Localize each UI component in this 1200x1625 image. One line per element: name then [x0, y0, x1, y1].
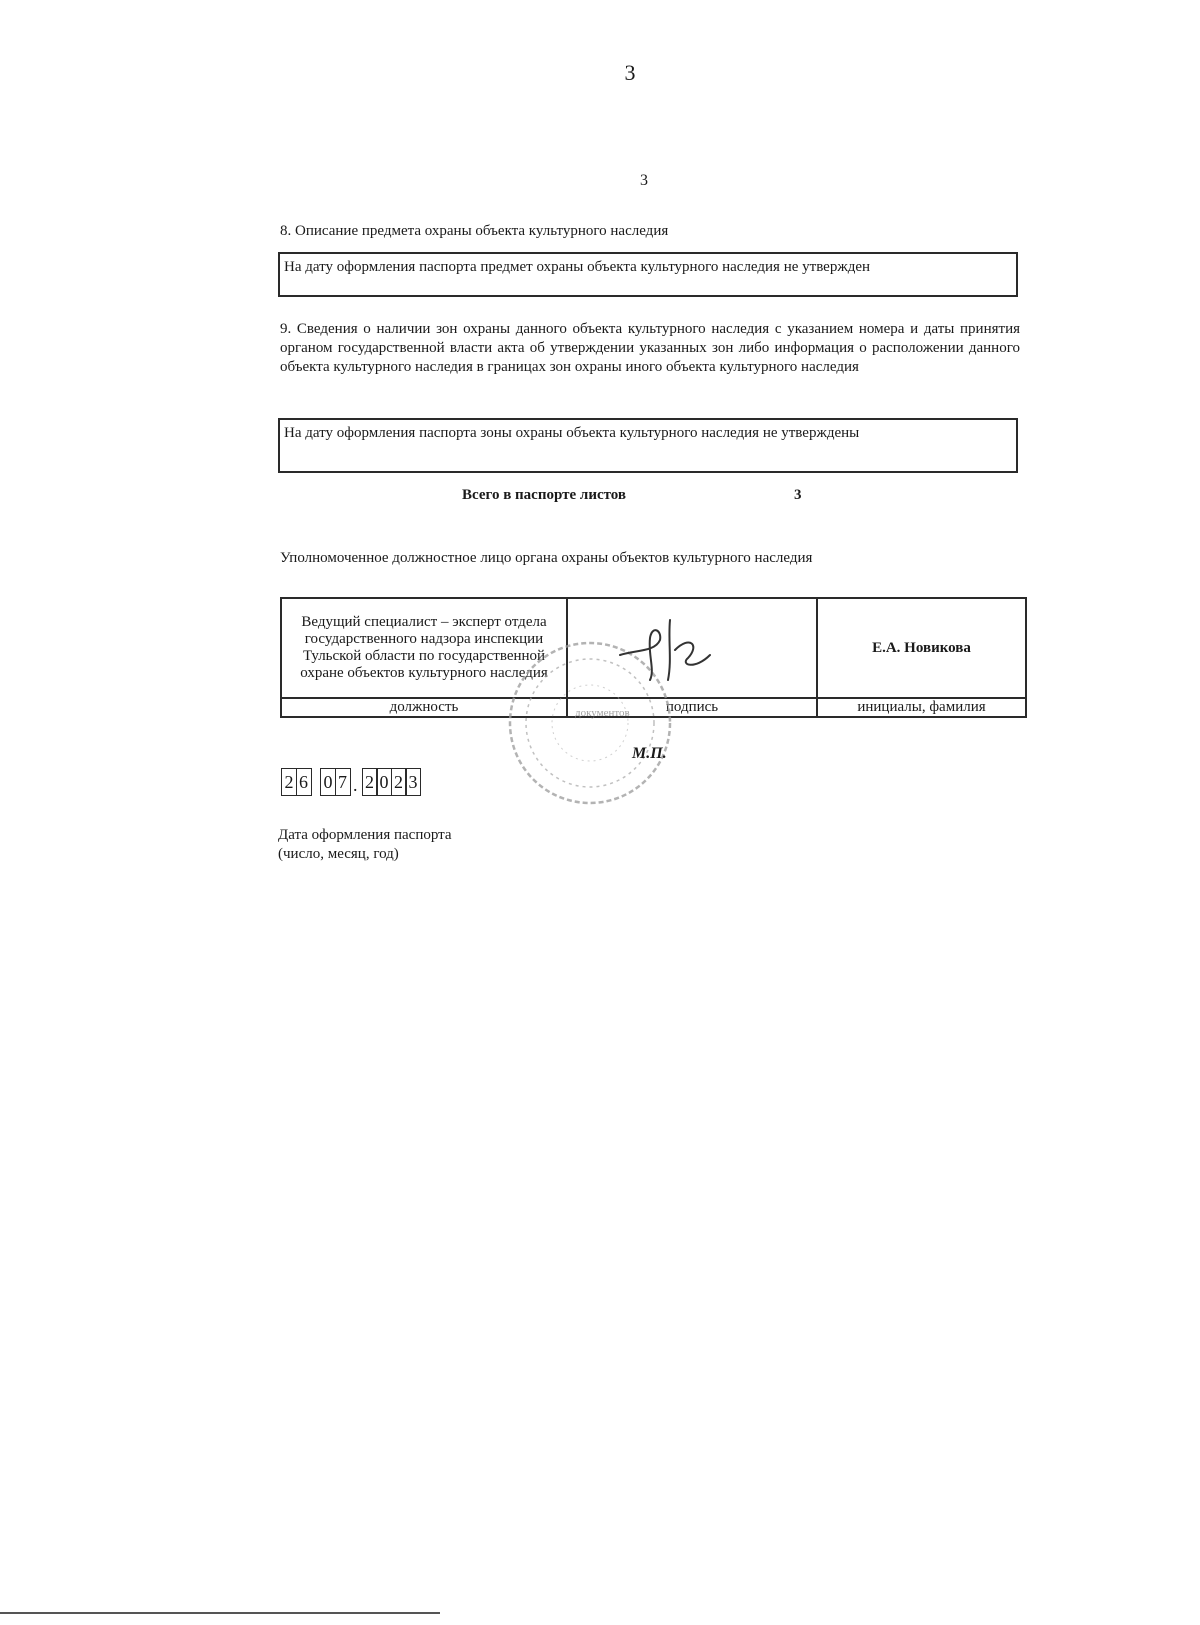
date-year-4: 3	[405, 768, 421, 796]
sheets-label: Всего в паспорте листов	[462, 487, 627, 503]
date-field	[281, 768, 420, 796]
stamp-place-label: М.П.	[632, 745, 667, 762]
date-year-3: 2	[391, 768, 407, 796]
page-number: 3	[624, 60, 636, 85]
date-caption	[278, 826, 452, 864]
name-cell: Е.А. Новикова	[817, 598, 1026, 698]
date-day-1: 2	[281, 768, 297, 796]
date-separator: .	[353, 775, 358, 795]
caption-signature: подпись	[567, 698, 817, 717]
section-8-box	[278, 252, 1018, 297]
date-day-2: 6	[296, 768, 312, 796]
scan-edge-line	[0, 1612, 440, 1614]
date-year-2: 0	[376, 768, 392, 796]
position-cell: Ведущий специалист – эксперт отдела государственного надзора инспекции Тульской области по государственной охране объектов культурного наследия	[281, 598, 567, 698]
section-9-title: 9. Сведения о наличии зон охраны данного объекта культурного наследия с указанием номера и даты принятия органом государственной власти акта об утверждении указанных зон либо информация о расположении данного объекта культурного наследия в границах зон охраны иного объекта культурного наследия	[280, 321, 1020, 375]
date-month-1: 0	[320, 768, 336, 796]
date-caption-line1: Дата оформления паспорта	[278, 827, 452, 843]
caption-name: инициалы, фамилия	[817, 698, 1026, 717]
date-caption-line2: (число, месяц, год)	[278, 846, 399, 862]
sheets-value: 3	[794, 487, 802, 503]
section-8-title: 8. Описание предмета охраны объекта культурного наследия	[280, 223, 669, 239]
section-8-text: На дату оформления паспорта предмет охраны объекта культурного наследия не утвержден	[284, 259, 871, 275]
caption-position: должность	[281, 698, 567, 717]
section-9-box	[278, 418, 1018, 473]
inner-page-number: 3	[640, 172, 648, 189]
stamp-text: документов	[575, 707, 630, 719]
section-9-text: На дату оформления паспорта зоны охраны объекта культурного наследия не утверждены	[284, 425, 860, 441]
official-heading: Уполномоченное должностное лицо органа охраны объектов культурного наследия	[280, 550, 813, 566]
date-month-2: 7	[335, 768, 351, 796]
date-year-1: 2	[362, 768, 378, 796]
handwritten-signature	[600, 610, 730, 690]
